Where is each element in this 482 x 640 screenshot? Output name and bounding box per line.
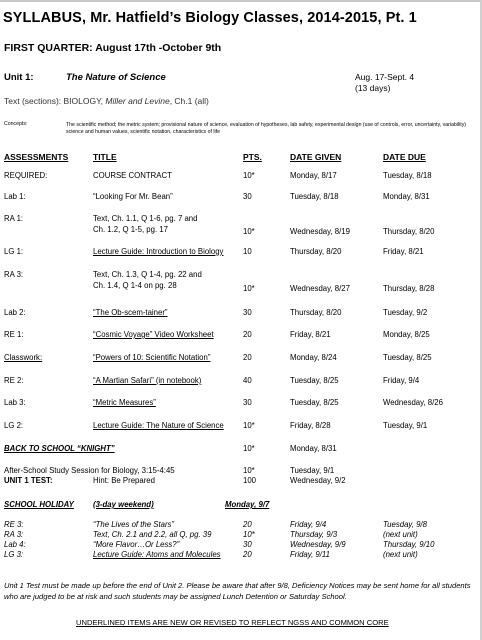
- assessment-title: “The Ob-scem-tainer”: [93, 308, 168, 317]
- assessment-title: “Powers of 10: Scientific Notation”: [93, 353, 211, 362]
- quarter-heading: FIRST QUARTER: August 17th -October 9th: [4, 42, 222, 54]
- date-given: Friday, 8/21: [290, 330, 331, 339]
- assessment-title: Text, Ch. 1.3, Q 1-4, pg. 22 and: [93, 270, 202, 279]
- assessment-type: After-School Study Session for Biology, 3:15-4:45: [4, 466, 175, 475]
- assessment-type: Lab 3:: [4, 398, 26, 407]
- date-given: Tuesday, 9/1: [290, 466, 335, 475]
- assessment-points: 30: [243, 398, 252, 407]
- assessment-type: REQUIRED:: [4, 171, 48, 180]
- header-pts: PTS.: [243, 152, 262, 162]
- date-given: Thursday, 9/3: [290, 530, 338, 539]
- concepts-label: Concepts:: [4, 121, 28, 127]
- assessment-title: Hint: Be Prepared: [93, 476, 155, 485]
- date-given: Wednesday, 9/2: [290, 476, 346, 485]
- concepts-text: The scientific method; the metric system; provisional nature of science, evaluation of hypotheses, lab safety, experimental design (use of controls, error, uncertainty, variability) science and human values, scientific notation, characteristics of life: [66, 122, 467, 135]
- date-due: Tuesday, 8/25: [383, 353, 432, 362]
- assessment-title: Text, Ch. 2.1 and 2.2, all Q, pg. 39: [93, 530, 212, 539]
- date-due: Tuesday, 9/2: [383, 308, 428, 317]
- assessment-title-line2: Ch. 1.2, Q 1-5, pg. 17: [93, 225, 168, 234]
- date-due: Thursday, 8/20: [383, 227, 435, 236]
- date-due: (next unit): [383, 530, 418, 539]
- date-given: Wednesday, 8/19: [290, 227, 350, 236]
- assessment-points: 10*: [243, 227, 255, 236]
- date-given: Thursday, 8/20: [290, 247, 342, 256]
- textbook-authors: Miller and Levine: [105, 96, 170, 106]
- text-sections-prefix: Text (sections): BIOLOGY,: [4, 96, 106, 106]
- assessment-type: Lab 4:: [4, 540, 26, 549]
- unit-label: Unit 1:: [4, 72, 34, 83]
- date-due: Wednesday, 8/26: [383, 398, 443, 407]
- assessment-type: Lab 2:: [4, 308, 26, 317]
- header-date-due: DATE DUE: [383, 152, 426, 162]
- date-given: Monday, 8/24: [290, 353, 337, 362]
- assessment-title: “More Flavor…Or Less?”: [93, 540, 180, 549]
- assessment-points: 30: [243, 308, 252, 317]
- assessment-title: “Cosmic Voyage” Video Worksheet: [93, 330, 214, 339]
- date-given: Monday, 8/31: [290, 444, 337, 453]
- assessment-type: Lab 1:: [4, 192, 26, 201]
- date-given: Friday, 9/4: [290, 520, 327, 529]
- assessment-type: LG 3:: [4, 550, 24, 559]
- date-due: Thursday, 9/10: [383, 540, 435, 549]
- assessment-type: RA 1:: [4, 214, 24, 223]
- date-due: (next unit): [383, 550, 418, 559]
- holiday-label: SCHOOL HOLIDAY: [4, 500, 74, 509]
- text-sections-suffix: , Ch.1 (all): [169, 96, 209, 106]
- date-due: Friday, 9/4: [383, 376, 420, 385]
- assessment-title: “Metric Measures”: [93, 398, 156, 407]
- assessment-title: Lecture Guide: The Nature of Science: [93, 421, 224, 430]
- unit-name: The Nature of Science: [66, 72, 166, 83]
- assessment-points: 30: [243, 540, 252, 549]
- header-title: TITLE: [93, 152, 117, 162]
- assessment-points: 10*: [243, 466, 255, 475]
- date-given: Thursday, 8/20: [290, 308, 342, 317]
- holiday-date: Monday, 9/7: [225, 500, 270, 509]
- assessment-title: Lecture Guide: Introduction to Biology: [93, 247, 224, 256]
- assessment-type: UNIT 1 TEST:: [4, 476, 53, 485]
- assessment-type: RE 3:: [4, 520, 24, 529]
- date-given: Wednesday, 9/9: [290, 540, 346, 549]
- assessment-points: 10: [243, 247, 252, 256]
- holiday-note: (3-day weekend): [93, 500, 154, 509]
- page-border-top: [0, 0, 482, 2]
- header-date-given: DATE GIVEN: [290, 152, 342, 162]
- text-sections: [4, 97, 209, 106]
- assessment-points: 10*: [243, 284, 255, 293]
- date-given: Tuesday, 8/25: [290, 398, 339, 407]
- date-due: Monday, 8/31: [383, 192, 430, 201]
- date-due: Thursday, 8/28: [383, 284, 435, 293]
- date-given: Friday, 9/11: [290, 550, 331, 559]
- assessment-points: 10*: [243, 530, 255, 539]
- assessment-points: 30: [243, 192, 252, 201]
- assessment-type: RA 3:: [4, 530, 24, 539]
- date-given: Wednesday, 8/27: [290, 284, 350, 293]
- assessment-points: 40: [243, 376, 252, 385]
- assessment-points: 20: [243, 353, 252, 362]
- assessment-type: LG 2:: [4, 421, 24, 430]
- date-due: Tuesday, 9/8: [383, 520, 427, 529]
- assessment-title: COURSE CONTRACT: [93, 171, 172, 180]
- date-given: Friday, 8/28: [290, 421, 331, 430]
- date-given: Tuesday, 8/25: [290, 376, 339, 385]
- assessment-type: Classwork:: [4, 353, 43, 362]
- assessment-points: 10*: [243, 444, 255, 453]
- assessment-type: RE 1:: [4, 330, 24, 339]
- assessment-title: “The Lives of the Stars”: [93, 520, 175, 529]
- unit-dates: Aug. 17-Sept. 4: [355, 72, 415, 82]
- date-due: Tuesday, 9/1: [383, 421, 428, 430]
- assessment-title: “Looking For Mr. Bean”: [93, 192, 173, 201]
- assessment-title: Text, Ch. 1.1, Q 1-6, pg. 7 and: [93, 214, 198, 223]
- assessment-type: LG 1:: [4, 247, 24, 256]
- header-assessments: ASSESSMENTS: [4, 152, 69, 162]
- assessment-points: 10*: [243, 421, 255, 430]
- assessment-title: Lecture Guide: Atoms and Molecules: [93, 550, 221, 559]
- date-given: Tuesday, 8/18: [290, 192, 339, 201]
- date-due: Friday, 8/21: [383, 247, 424, 256]
- assessment-points: 20: [243, 550, 252, 559]
- assessment-points: 20: [243, 520, 252, 529]
- assessment-type: RA 3:: [4, 270, 24, 279]
- assessment-points: 100: [243, 476, 257, 485]
- date-due: Tuesday, 8/18: [383, 171, 432, 180]
- assessment-title-line2: Ch. 1.4, Q 1-4 on pg. 28: [93, 281, 177, 290]
- footer-note: UNDERLINED ITEMS ARE NEW OR REVISED TO REFLECT NGSS AND COMMON CORE: [76, 618, 389, 627]
- assessment-title: “A Martian Safari” (in notebook): [93, 376, 202, 385]
- unit-days: (13 days): [355, 83, 391, 93]
- page-title: SYLLABUS, Mr. Hatfield’s Biology Classes, 2014-2015, Pt. 1: [3, 10, 417, 26]
- date-given: Monday, 8/17: [290, 171, 337, 180]
- assessment-type: BACK TO SCHOOL “KNIGHT”: [4, 444, 115, 453]
- assessment-points: 10*: [243, 171, 255, 180]
- assessment-type: RE 2:: [4, 376, 24, 385]
- assessment-points: 20: [243, 330, 252, 339]
- test-makeup-note: Unit 1 Test must be made up before the end of Unit 2. Please be aware that after 9/8, Deficiency Notices may be sent home for all students who are judged to be at risk and such students may be assigned Lunch Detention or Saturday School.: [4, 581, 471, 601]
- date-due: Monday, 8/25: [383, 330, 430, 339]
